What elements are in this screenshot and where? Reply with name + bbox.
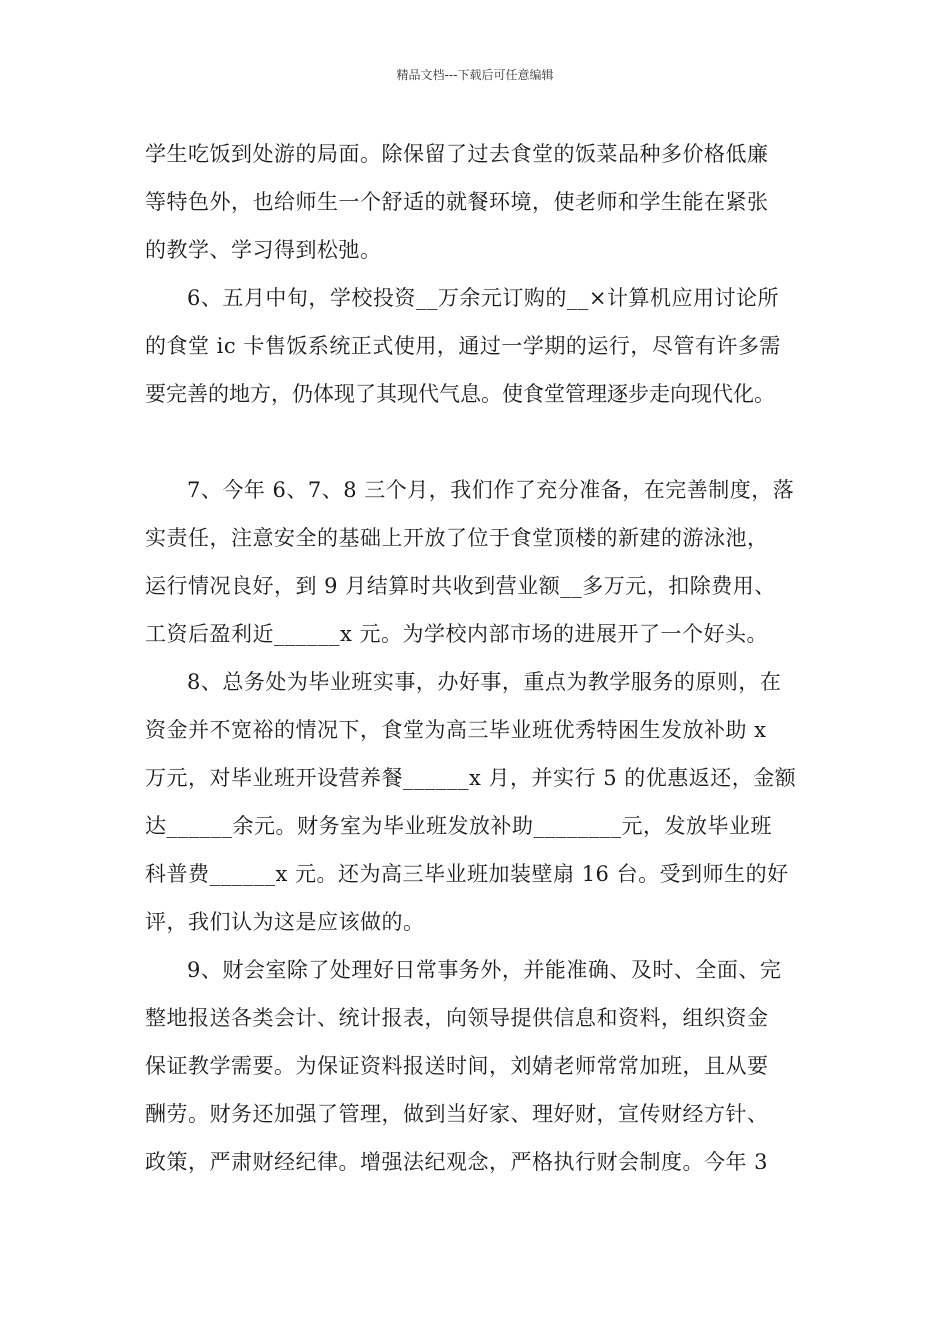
text-line: 保证教学需要。为保证资料报送时间，刘婧老师常常加班，且从要 [145,1054,769,1078]
paragraph-6-start: 6、五月中旬，学校投资__万余元订购的__×计算机应用讨论所 [187,286,779,310]
text-line: 整地报送各类会计、统计报表，向领导提供信息和资料，组织资金 [145,1006,769,1030]
text-line: 酬劳。财务还加强了管理，做到当好家、理好财，宣传财经方针、 [145,1102,769,1126]
paragraph-8-start: 8、总务处为毕业班实事，办好事，重点为教学服务的原则，在 [187,670,782,694]
text-line: 等特色外，也给师生一个舒适的就餐环境，使老师和学生能在紧张 [145,190,769,214]
text-line: 运行情况良好，到 9 月结算时共收到营业额__多万元，扣除费用、 [145,574,776,598]
document-body [145,130,825,1186]
paragraph-9-start: 9、财会室除了处理好日常事务外，并能准确、及时、全面、完 [187,958,782,982]
blank-line [145,418,825,466]
text-line: 工资后盈利近______x 元。为学校内部市场的进展开了一个好头。 [145,622,769,646]
text-line: 评，我们认为这是应该做的。 [145,910,425,934]
text-line: 万元，对毕业班开设营养餐______x 月，并实行 5 的优惠返还，金额 [145,766,797,790]
page-header: 精品文档---下载后可任意编辑 [396,68,554,82]
text-line: 政策，严肃财经纪律。增强法纪观念，严格执行财会制度。今年 3 [145,1150,769,1174]
text-line: 实责任，注意安全的基础上开放了位于食堂顶楼的新建的游泳池， [145,526,769,550]
text-line: 达______余元。财务室为毕业班发放补助________元，发放毕业班 [145,814,772,838]
text-line: 要完善的地方，仍体现了其现代气息。使食堂管理逐步走向现代化。 [145,382,775,406]
text-line: 资金并不宽裕的情况下，食堂为高三毕业班优秀特困生发放补助 x [145,718,767,742]
paragraph-7-start: 7、今年 6、7、8 三个月，我们作了充分准备，在完善制度，落 [187,478,795,502]
text-line: 的食堂 ic 卡售饭系统正式使用，通过一学期的运行，尽管有许多需 [145,334,781,358]
text-line: 科普费______x 元。还为高三毕业班加装壁扇 16 台。受到师生的好 [145,862,789,886]
text-line: 学生吃饭到处游的局面。除保留了过去食堂的饭菜品种多价格低廉 [145,142,769,166]
text-line: 的教学、学习得到松弛。 [145,238,382,262]
